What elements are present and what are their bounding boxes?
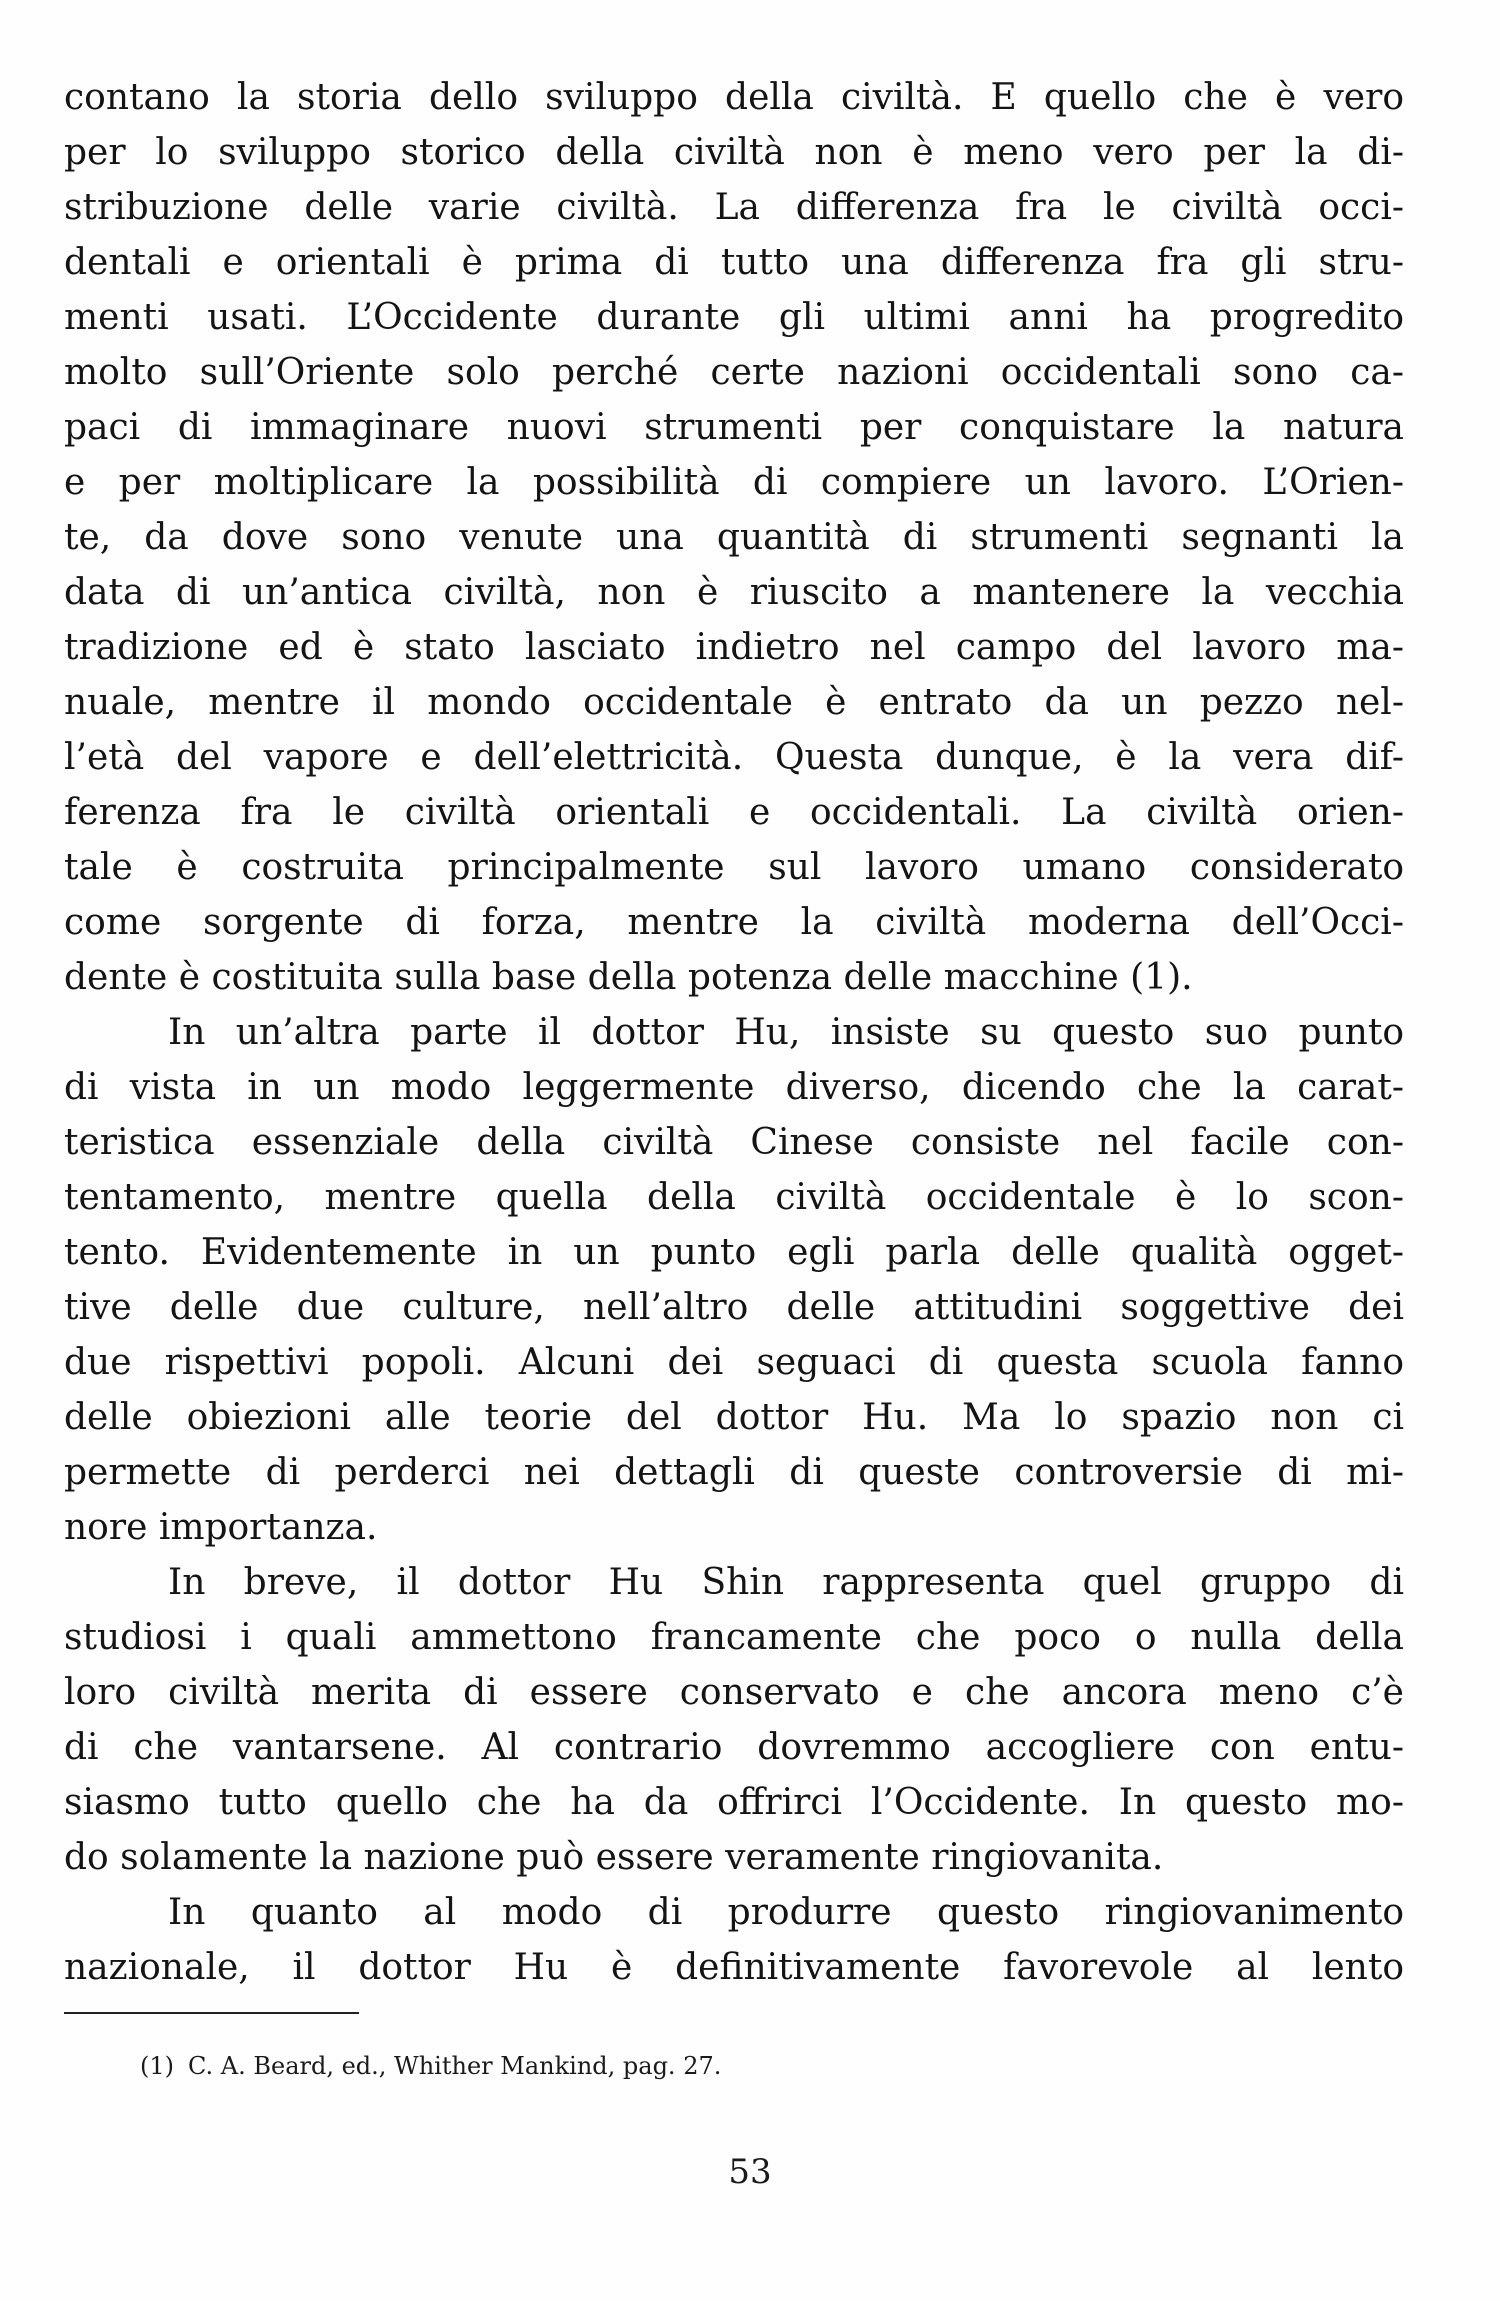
text-line: stribuzione delle varie civiltà. La differenza fra le civiltà occi- [64,187,1404,228]
text-line: delle obiezioni alle teorie del dottor Hu. Ma lo spazio non ci [64,1397,1404,1438]
text-line: data di un’antica civiltà, non è riuscito a mantenere la vecchia [64,572,1404,613]
text-line: come sorgente di forza, mentre la civiltà moderna dell’Occi- [64,902,1404,943]
paragraph-end-line: do solamente la nazione può essere veramente ringiovanita. [64,1837,1164,1878]
text-line: due rispettivi popoli. Alcuni dei seguaci di questa scuola fanno [64,1342,1404,1383]
text-line: di che vantarsene. Al contrario dovremmo accogliere con entu- [64,1727,1404,1768]
text-line: nuale, mentre il mondo occidentale è entrato da un pezzo nel- [64,682,1404,723]
text-line: studiosi i quali ammettono francamente che poco o nulla della [64,1617,1404,1658]
text-line: permette di perderci nei dettagli di queste controversie di mi- [64,1452,1404,1493]
body-text [64,70,1404,1995]
text-line: di vista in un modo leggermente diverso, dicendo che la carat- [64,1067,1404,1108]
text-line: tradizione ed è stato lasciato indietro nel campo del lavoro ma- [64,627,1404,668]
page-number: 53 [728,2152,772,2192]
text-line: molto sull’Oriente solo perché certe nazioni occidentali sono ca- [64,352,1404,393]
text-line: te, da dove sono venute una quantità di strumenti segnanti la [64,517,1404,558]
footnote [140,2046,1240,2086]
paragraph-start-line: In quanto al modo di produrre questo ringiovanimento [168,1892,1404,1933]
text-line: loro civiltà merita di essere conservato e che ancora meno c’è [64,1672,1404,1713]
text-line: menti usati. L’Occidente durante gli ultimi anni ha progredito [64,297,1404,338]
text-line: l’età del vapore e dell’elettricità. Questa dunque, è la vera dif- [64,737,1404,778]
footnote-marker: (1) [140,2052,174,2080]
text-line: tento. Evidentemente in un punto egli parla delle qualità ogget- [64,1232,1404,1273]
text-line: tentamento, mentre quella della civiltà occidentale è lo scon- [64,1177,1404,1218]
text-line: dentali e orientali è prima di tutto una differenza fra gli stru- [64,242,1404,283]
text-line: nazionale, il dottor Hu è definitivamente favorevole al lento [64,1947,1404,1988]
footnote-divider [64,2012,359,2014]
text-line: contano la storia dello sviluppo della civiltà. E quello che è vero [64,77,1404,118]
text-line: siasmo tutto quello che ha da offrirci l’Occidente. In questo mo- [64,1782,1404,1823]
text-line: tive delle due culture, nell’altro delle attitudini soggettive dei [64,1287,1404,1328]
text-line: paci di immaginare nuovi strumenti per conquistare la natura [64,407,1404,448]
paragraph-end-line: dente è costituita sulla base della potenza delle macchine (1). [64,957,1193,998]
text-line: tale è costruita principalmente sul lavoro umano considerato [64,847,1404,888]
paragraph-start-line: In un’altra parte il dottor Hu, insiste su questo suo punto [168,1012,1404,1053]
text-line: ferenza fra le civiltà orientali e occidentali. La civiltà orien- [64,792,1404,833]
paragraph-start-line: In breve, il dottor Hu Shin rappresenta quel gruppo di [168,1562,1404,1603]
paragraph-end-line: nore importanza. [64,1507,378,1548]
text-line: teristica essenziale della civiltà Cinese consiste nel facile con- [64,1122,1404,1163]
text-line: e per moltiplicare la possibilità di compiere un lavoro. L’Orien- [64,462,1404,503]
text-line: per lo sviluppo storico della civiltà non è meno vero per la di- [64,132,1404,173]
footnote-text: C. A. Beard, ed., Whither Mankind, pag. 27. [188,2052,722,2080]
